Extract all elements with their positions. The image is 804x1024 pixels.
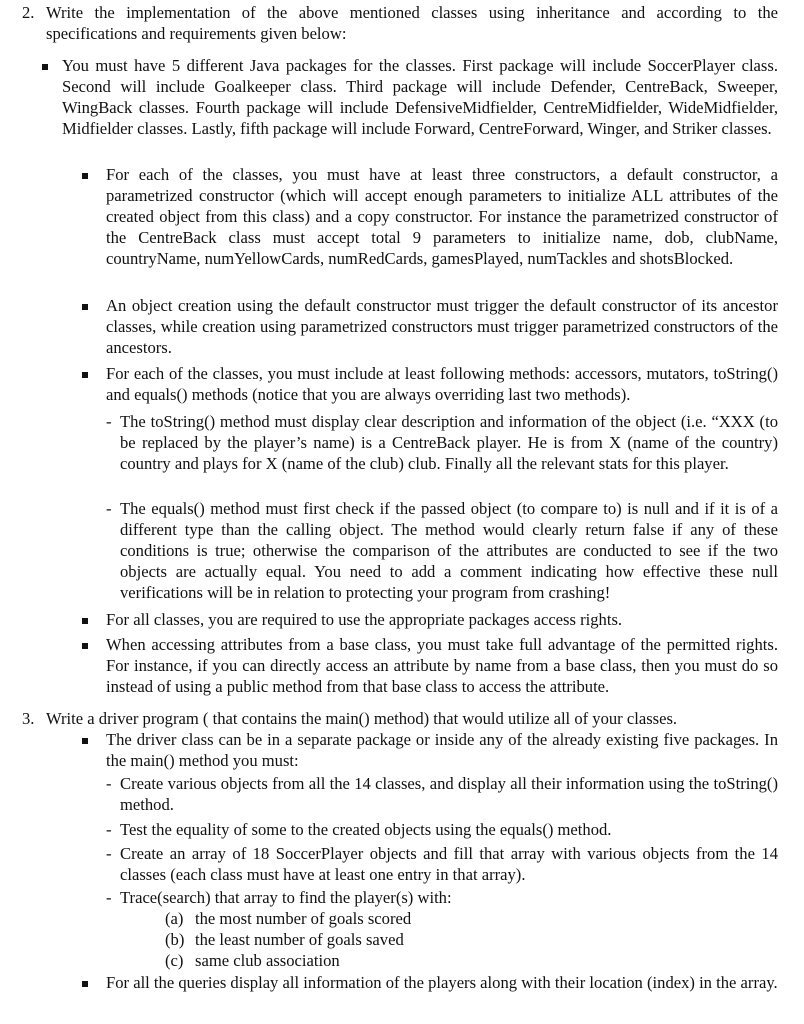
queries-display-bullet-text: For all the queries display all information of the players along with their location (index) in the array. [106,973,778,992]
dash-marker: - [106,888,112,907]
query-text: same club association [195,950,340,970]
ancestor-bullet-text: An object creation using the default constructor must trigger the default constructor of its ancestor classes, while creation using parametrized constructors must trigger parametrized constructors of the ancestors. [106,296,778,357]
constructors-bullet-text: For each of the classes, you must have at least three constructors, a default constructor, a parametrized constructor (which will accept enough parameters to initialize ALL attributes of the created object from this class) and a copy constructor. For instance the parametrized constructor of the CentreBack class must accept total 9 parameters to initialize name, dob, clubName, countryName, numYellowCards, numRedCards, gamesPlayed, numTackles and shotsBlocked. [106,165,778,268]
driver-sub-1 [106,774,778,816]
item-2-number: 2. [22,3,35,22]
packages-bullet-text: You must have 5 different Java packages for the classes. First package will include SoccerPlayer class. Second will include Goalkeeper class. Third package will include Defender, CentreBack, Sweeper, WingBack classes. Fourth package will include DefensiveMidfielder, CentreMidfielder, WideMidfielder, Midfielder classes. Lastly, fifth package will include Forward, CentreForward, Winger, and Striker classes. [62,56,778,138]
driver-sub-2-text: Test the equality of some to the created objects using the equals() method. [120,820,612,839]
equals-sub [106,499,778,604]
query-label: (b) [165,929,185,949]
dash-marker: - [106,499,112,518]
item-3 [22,709,778,730]
driver-sub-4-text: Trace(search) that array to find the player(s) with: [120,888,452,907]
tostring-sub [106,412,778,475]
driver-bullet [82,730,778,772]
query-list [165,909,765,972]
driver-sub-2 [106,820,778,841]
square-bullet-icon [82,618,88,624]
driver-sub-1-text: Create various objects from all the 14 classes, and display all their information using the toString() method. [120,774,778,814]
dash-marker: - [106,412,112,431]
driver-sub-3-text: Create an array of 18 SoccerPlayer objects and fill that array with various objects from the 14 classes (each class must have at least one entry in that array). [120,844,778,884]
driver-sub-3 [106,844,778,886]
square-bullet-icon [42,64,48,70]
query-item-a [165,909,765,930]
ancestor-bullet [82,296,778,359]
item-2-text: Write the implementation of the above mentioned classes using inheritance and according to the specifications and requirements given below: [46,3,778,43]
driver-bullet-text: The driver class can be in a separate package or inside any of the already existing five packages. In the main() method you must: [106,730,778,770]
driver-sub-4 [106,888,778,909]
dash-marker: - [106,774,112,793]
access-rights-bullet-text: For all classes, you are required to use the appropriate packages access rights. [106,610,623,629]
item-3-number: 3. [22,709,35,728]
query-item-b [165,930,765,951]
square-bullet-icon [82,372,88,378]
square-bullet-icon [82,643,88,649]
item-3-text: Write a driver program ( that contains the main() method) that would utilize all of your classes. [46,709,678,728]
equals-sub-text: The equals() method must first check if the passed object (to compare to) is null and if it is of a different type than the calling object. The method would clearly return false if any of these conditions is true; otherwise the comparison of the attributes are conducted to see if the two objects are actually equal. You need to add a comment indicating how effective these null verifications will be in relation to protecting your program from crashing! [120,499,778,602]
methods-bullet [82,364,778,406]
square-bullet-icon [82,738,88,744]
square-bullet-icon [82,173,88,179]
dash-marker: - [106,844,112,863]
queries-display-bullet [82,973,778,994]
query-label: (a) [165,909,184,928]
dash-marker: - [106,820,112,839]
query-item-c [165,951,765,972]
base-class-bullet-text: When accessing attributes from a base class, you must take full advantage of the permitted rights. For instance, if you can directly access an attribute by name from a base class, then you must do so instead of using a public method from that base class to access the attribute. [106,635,778,696]
item-2 [22,3,778,45]
query-text: the least number of goals saved [195,929,404,949]
tostring-sub-text: The toString() method must display clear description and information of the object (i.e. “XXX (to be replaced by the player’s name) is a CentreBack player. He is from X (name of the country) country and plays for X (name of the club) club. Finally all the relevant stats for this player. [120,412,778,473]
methods-bullet-text: For each of the classes, you must include at least following methods: accessors, mutators, toString() and equals() methods (notice that you are always overriding last two methods). [106,364,778,404]
access-rights-bullet [82,610,778,631]
query-label: (c) [165,950,184,970]
square-bullet-icon [82,304,88,310]
constructors-bullet [82,165,778,270]
query-text: the most number of goals scored [195,909,412,928]
packages-bullet [42,56,778,140]
square-bullet-icon [82,981,88,987]
base-class-bullet [82,635,778,698]
